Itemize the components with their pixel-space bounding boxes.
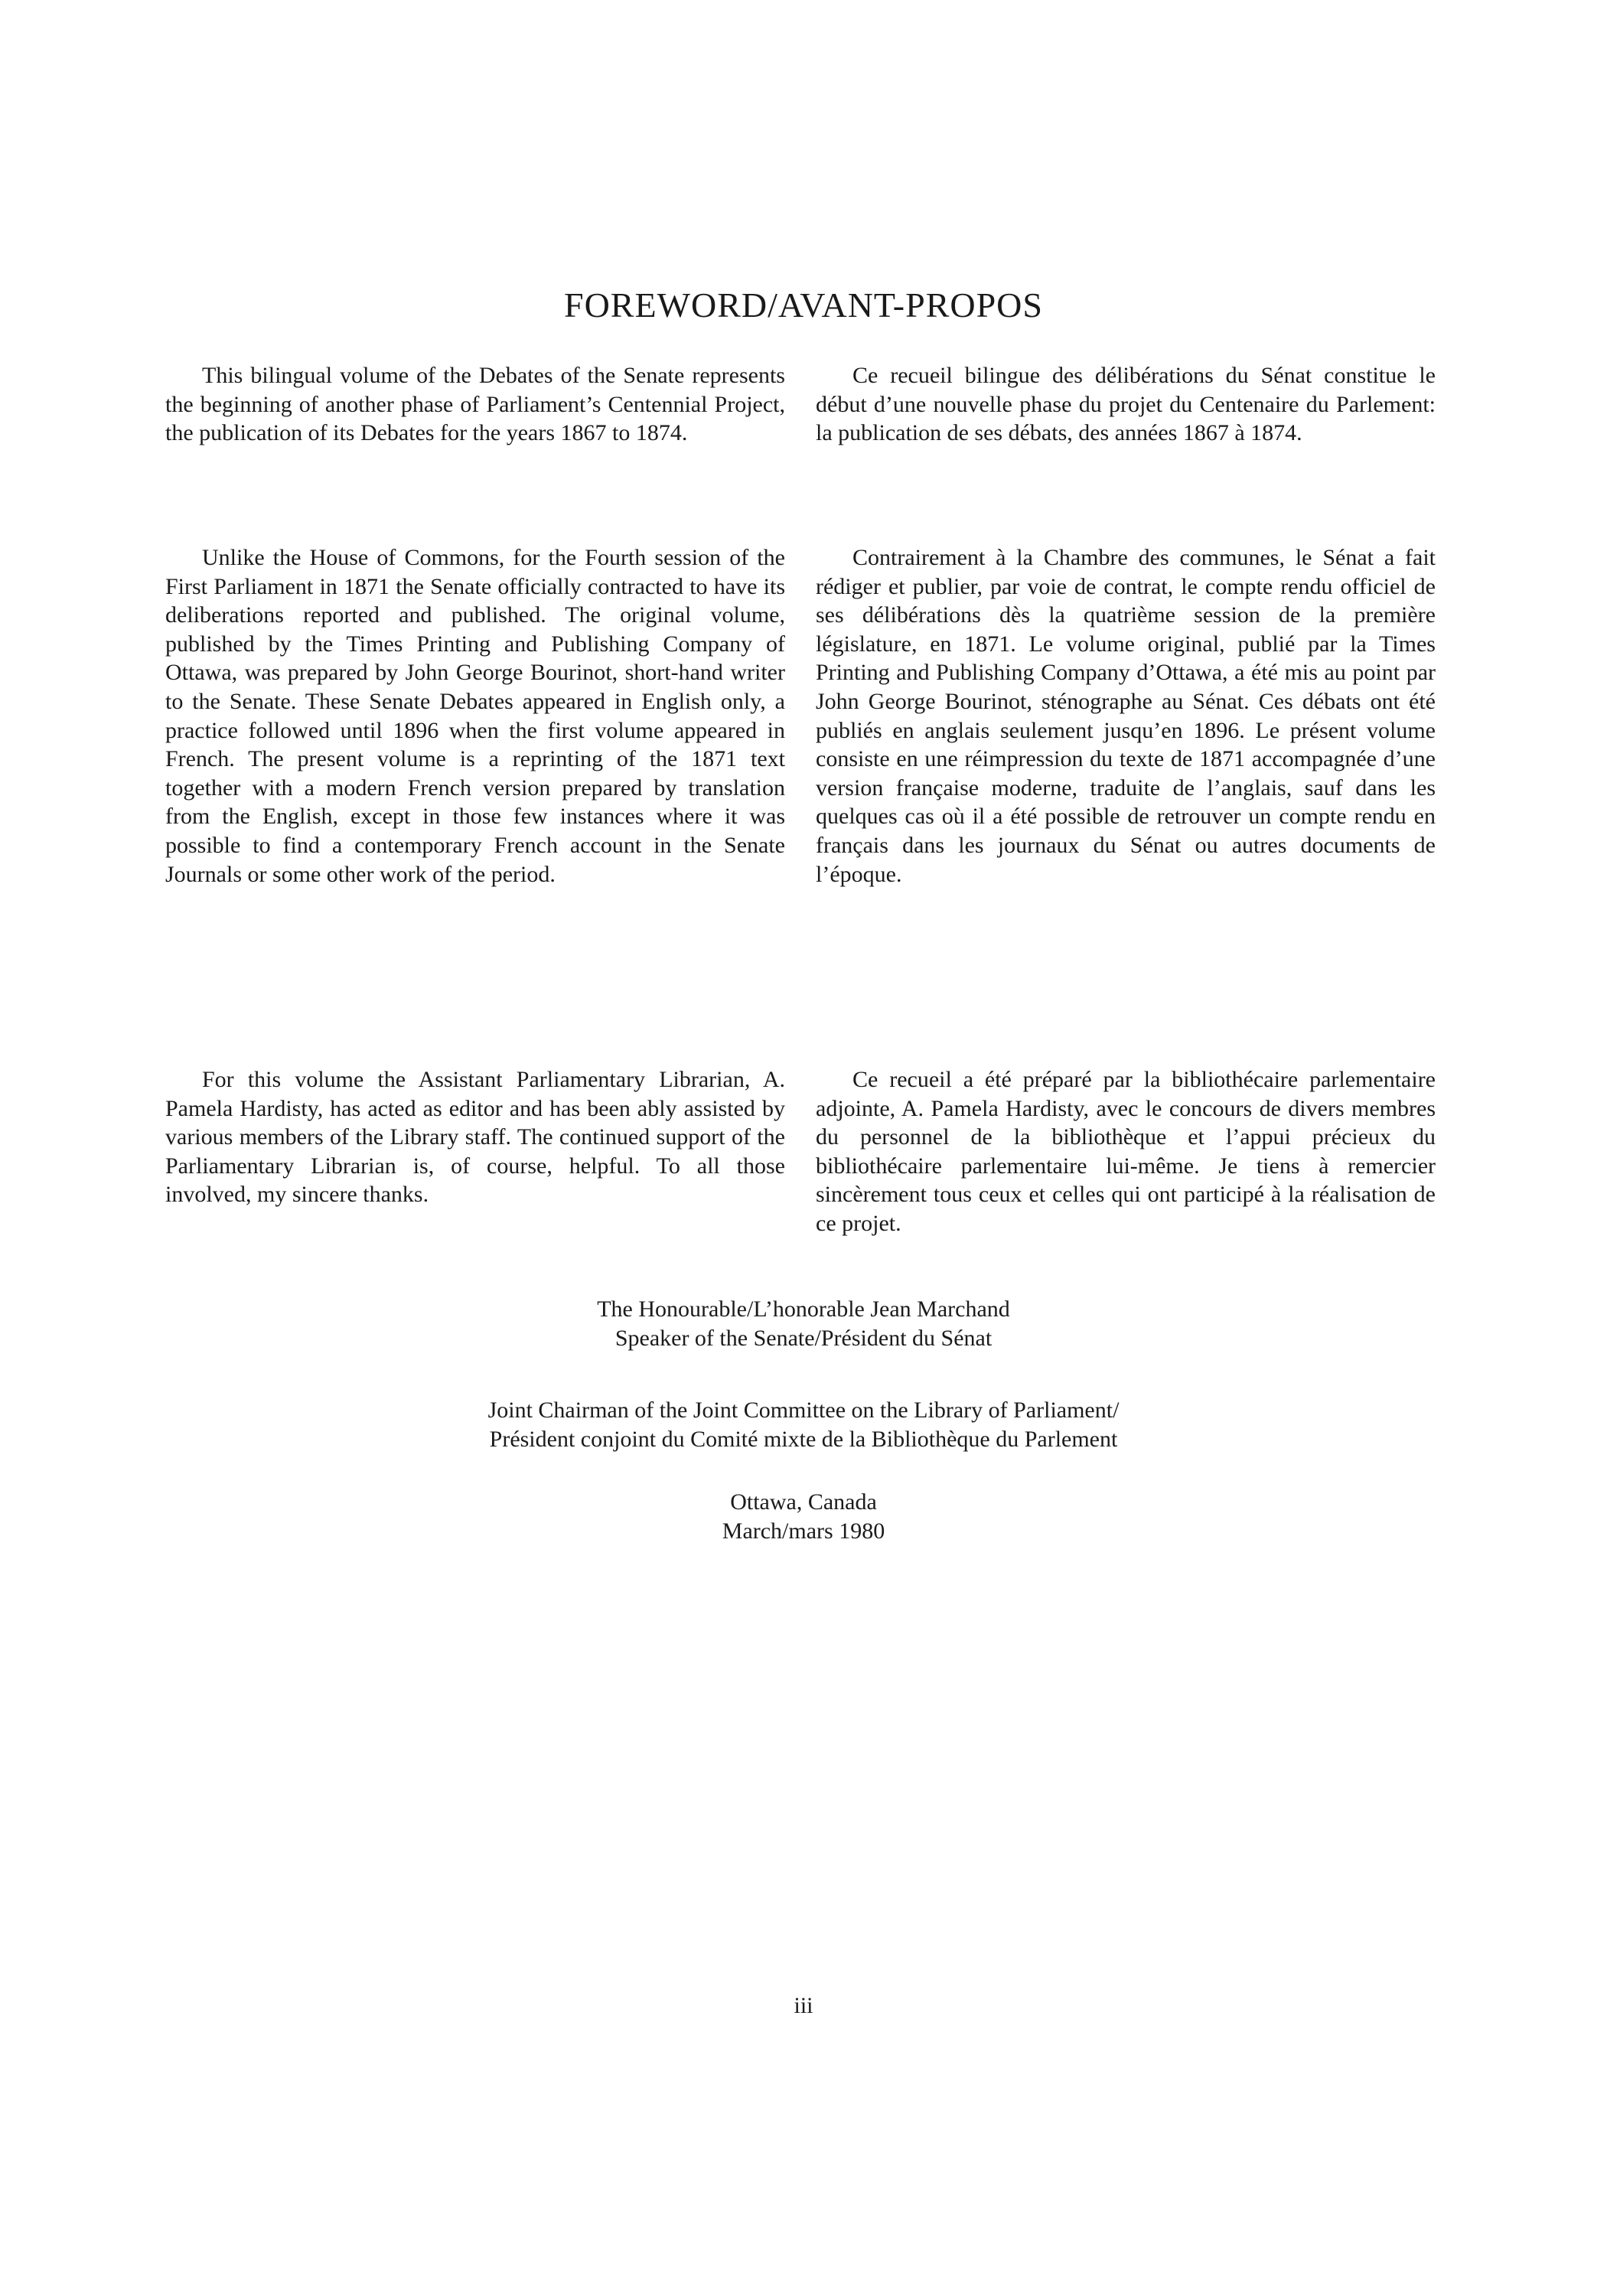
- page-number: iii: [794, 1993, 813, 2018]
- english-paragraph-1: This bilingual volume of the Debates of the Senate represents the beginning of another phase of Parliament’s Centennial Project, the publication of its Debates for the years 1867 to 1874.: [165, 363, 785, 446]
- place: Ottawa, Canada: [730, 1489, 877, 1515]
- signatory-name: The Honourable/L’honorable Jean Marchand: [597, 1296, 1010, 1322]
- chair-title-english: Joint Chairman of the Joint Committee on the Library of Parliament/: [487, 1397, 1120, 1423]
- place-date-block: [0, 1488, 1607, 1546]
- signature-block: [0, 1295, 1607, 1353]
- signatory-role: Speaker of the Senate/Président du Sénat: [614, 1326, 993, 1351]
- page-title: FOREWORD/AVANT-PROPOS: [564, 285, 1043, 325]
- date: March/mars 1980: [722, 1518, 885, 1544]
- chair-block: [0, 1396, 1607, 1454]
- french-paragraph-2: Contrairement à la Chambre des communes, le Sénat a fait rédiger et publier, par voie de contrat, le compte rendu officiel de ses délibérations dès la quatrième session de la première législature, en 1871. Le volume original, publié par la Times Printing and Publishing Company d’Ottawa, a été mis au point par John George Bourinot, sténographe au Sénat. Ces débats ont été publiés en anglais seulement jusqu’en 1896. Le présent volume consiste en une réimpression du texte de 1871 accompagnée d’une version française moderne, traduite de l’anglais, sauf dans les quelques cas où il a été possible de retrouver un compte rendu en français dans les journaux du Sénat ou autres documents de l’époque.: [816, 545, 1436, 887]
- chair-title-french: Président conjoint du Comité mixte de la Bibliothèque du Parlement: [489, 1427, 1118, 1452]
- english-paragraph-3: For this volume the Assistant Parliamentary Librarian, A. Pamela Hardisty, has acted as editor and has been ably assisted by various members of the Library staff. The continued support of the Parliamentary Librarian is, of course, helpful. To all those involved, my sincere thanks.: [165, 1067, 785, 1208]
- french-paragraph-1: Ce recueil bilingue des délibérations du Sénat constitue le début d’une nouvelle phase du projet du Centenaire du Parlement: la publication de ses débats, des années 1867 à 1874.: [816, 363, 1436, 446]
- english-paragraph-2: Unlike the House of Commons, for the Fourth session of the First Parliament in 1871 the Senate officially contracted to have its deliberations reported and published. The original volume, published by the Times Printing and Publishing Company of Ottawa, was prepared by John George Bourinot, short-hand writer to the Senate. These Senate Debates appeared in English only, a practice followed until 1896 when the first volume appeared in French. The present volume is a reprinting of the 1871 text together with a modern French version prepared by translation from the English, except in those few instances where it was possible to find a contemporary French account in the Senate Journals or some other work of the period.: [165, 545, 785, 887]
- french-paragraph-3: Ce recueil a été préparé par la bibliothécaire parlementaire adjointe, A. Pamela Hardisty, avec le concours de divers membres du personnel de la bibliothèque et l’appui précieux du bibliothécaire parlementaire lui-même. Je tiens à remercier sincèrement tous ceux et celles qui ont participé à la réalisation de ce projet.: [816, 1067, 1436, 1236]
